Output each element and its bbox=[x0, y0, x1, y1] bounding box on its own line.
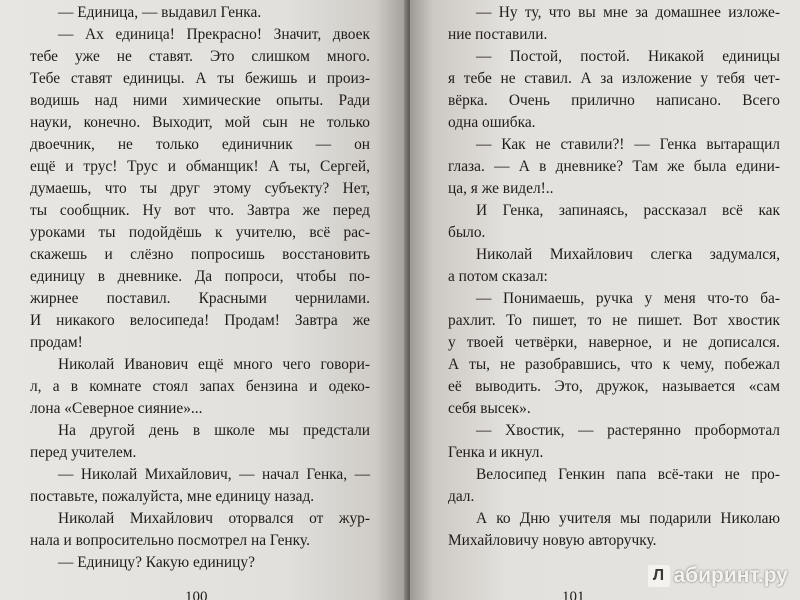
text-line: глаза. — А в дневнике? Там же была едини- bbox=[448, 158, 780, 175]
paragraph bbox=[30, 420, 370, 464]
paragraph bbox=[448, 464, 780, 508]
text-line: себя высек». bbox=[448, 400, 531, 417]
text-line: Николай Михайлович слегка задумался, bbox=[476, 246, 780, 263]
text-line: А ты, не разобравшись, что к чему, побежал bbox=[448, 356, 780, 373]
text-line: — Ах единица! Прекрасно! Значит, двоек bbox=[58, 26, 370, 43]
paragraph bbox=[30, 2, 370, 24]
text-line: поставьте, пожалуйста, мне единицу назад. bbox=[30, 488, 315, 505]
text-line: ние поставили. bbox=[448, 26, 548, 43]
text-line: И никакого велосипеда! Продам! Завтра же bbox=[30, 312, 370, 329]
text-line: было. bbox=[448, 224, 486, 241]
text-line: её выводить. Это, дружок, называется «сам bbox=[448, 378, 780, 395]
text-line: — Единицу? Какую единицу? bbox=[58, 554, 255, 571]
text-line: ещё и трус! Трус и обманщик! А ты, Сергей, bbox=[30, 158, 370, 175]
text-line: — Николай Михайлович, — начал Генка, — bbox=[58, 466, 370, 483]
paragraph bbox=[448, 244, 780, 288]
left-page-number: 100 bbox=[185, 589, 208, 600]
left-text-column bbox=[30, 2, 370, 574]
text-line: — Постой, постой. Никакой единицы bbox=[476, 48, 780, 65]
text-line: уроками ты подойдёшь к учителю, всё рас- bbox=[30, 224, 370, 241]
text-line: рахлит. То пишет, то не пишет. Вот хвостик bbox=[448, 312, 780, 329]
text-line: нала и вопросительно посмотрел на Генку. bbox=[30, 532, 310, 549]
text-line: — Единица, — выдавил Генка. bbox=[58, 4, 262, 21]
text-line: перед учителем. bbox=[30, 444, 137, 461]
text-line: Михайловичу новую авторучку. bbox=[448, 532, 657, 549]
text-line: лона «Северное сияние»... bbox=[30, 400, 203, 417]
text-line: — Как не ставили?! — Генка вытаращил bbox=[476, 136, 780, 153]
text-line: Николай Михайлович оторвался от жур- bbox=[58, 510, 370, 527]
paragraph bbox=[30, 552, 370, 574]
right-page bbox=[410, 0, 800, 600]
paragraph bbox=[448, 508, 780, 552]
text-line: у твоей четвёрки, наверное, и не дописался. bbox=[448, 334, 780, 351]
text-line: дал. bbox=[448, 488, 475, 505]
paragraph bbox=[30, 354, 370, 420]
text-line: одна ошибка. bbox=[448, 114, 536, 131]
text-line: водишь над ними химические опыты. Ради bbox=[30, 92, 370, 109]
text-line: науки, конечно. Выходит, мой сын не только bbox=[30, 114, 370, 131]
text-line: Генка и икнул. bbox=[448, 444, 544, 461]
text-line: думаешь, что ты друг этому субъекту? Нет, bbox=[30, 180, 370, 197]
paragraph bbox=[448, 2, 780, 46]
right-page-number: 101 bbox=[562, 589, 585, 600]
right-text-column bbox=[448, 2, 780, 552]
text-line: единицу в дневнике. Да попроси, чтобы по- bbox=[30, 268, 370, 285]
text-line: тебе уже не ставят. Это слишком много. bbox=[30, 48, 370, 65]
text-line: А ко Дню учителя мы подарили Николаю bbox=[476, 510, 780, 527]
text-line: — Понимаешь, ручка у меня что-то ба- bbox=[476, 290, 780, 307]
watermark-text: абиринт.ру bbox=[673, 564, 788, 587]
text-line: ты сообщник. Ну вот что. Завтра же перед bbox=[30, 202, 370, 219]
paragraph bbox=[448, 288, 780, 420]
text-line: двоечник, не только единичник — он bbox=[30, 136, 370, 153]
text-line: На другой день в школе мы предстали bbox=[58, 422, 370, 439]
paragraph bbox=[448, 200, 780, 244]
labirint-logo-icon: Л bbox=[648, 565, 670, 587]
text-line: И Генка, запинаясь, рассказал всё как bbox=[476, 202, 780, 219]
paragraph bbox=[30, 24, 370, 354]
paragraph bbox=[30, 464, 370, 508]
text-line: ца, я же видел!.. bbox=[448, 180, 554, 197]
paragraph bbox=[30, 508, 370, 552]
text-line: скажешь и слёзно попросишь восстановить bbox=[30, 246, 370, 263]
labirint-watermark bbox=[648, 564, 789, 588]
text-line: Велосипед Генкин папа всё-таки не про- bbox=[476, 466, 780, 483]
text-line: а потом сказал: bbox=[448, 268, 548, 285]
paragraph bbox=[448, 46, 780, 134]
text-line: вёрка. Очень прилично написано. Всего bbox=[448, 92, 780, 109]
text-line: — Ну ту, что вы мне за домашнее изложе- bbox=[476, 4, 780, 21]
text-line: л, а в комнате стоял запах бензина и одеко- bbox=[30, 378, 370, 395]
text-line: жирнее поставил. Красными чернилами. bbox=[30, 290, 370, 307]
text-line: — Хвостик, — растерянно пробормотал bbox=[476, 422, 780, 439]
paragraph bbox=[448, 420, 780, 464]
text-line: Николай Иванович ещё много чего говори- bbox=[58, 356, 370, 373]
text-line: продам! bbox=[30, 334, 83, 351]
text-line: Тебе ставят единицы. А ты бежишь и произ- bbox=[30, 70, 370, 87]
paragraph bbox=[448, 134, 780, 200]
text-line: я тебе не ставил. А за изложение у тебя чет- bbox=[448, 70, 780, 87]
